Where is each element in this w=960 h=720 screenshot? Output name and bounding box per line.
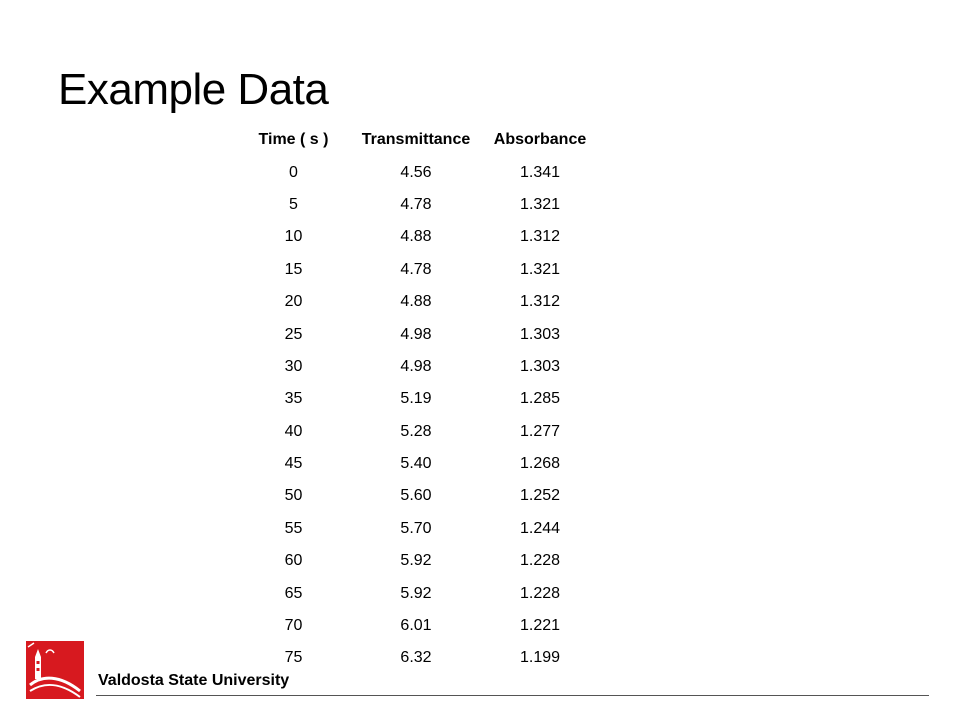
cell-transmittance: 4.56 [400, 163, 432, 181]
table-header-row [240, 124, 595, 156]
cell-transmittance: 4.98 [400, 357, 432, 375]
cell-time: 70 [284, 617, 303, 635]
slide-title: Example Data [58, 65, 329, 114]
table-row [240, 448, 595, 480]
table-row [240, 610, 595, 642]
cell-transmittance: 4.98 [400, 325, 432, 343]
cell-time: 50 [284, 487, 303, 505]
cell-transmittance: 4.78 [400, 195, 432, 213]
table-row [240, 254, 595, 286]
cell-time: 60 [284, 552, 303, 570]
header-transmittance: Transmittance [361, 131, 471, 149]
cell-absorbance: 1.341 [519, 163, 561, 181]
cell-absorbance: 1.303 [519, 325, 561, 343]
table-row [240, 221, 595, 253]
header-time: Time ( s ) [258, 131, 329, 149]
table-row [240, 577, 595, 609]
cell-absorbance: 1.228 [519, 552, 561, 570]
cell-transmittance: 5.70 [400, 519, 432, 537]
table-row [240, 416, 595, 448]
cell-absorbance: 1.303 [519, 357, 561, 375]
table-row [240, 286, 595, 318]
table-row [240, 189, 595, 221]
cell-time: 0 [289, 163, 298, 181]
table-row [240, 642, 595, 674]
cell-absorbance: 1.312 [519, 228, 561, 246]
cell-transmittance: 5.60 [400, 487, 432, 505]
header-absorbance: Absorbance [493, 131, 587, 149]
logo-background [26, 641, 84, 699]
cell-time: 75 [284, 649, 303, 667]
cell-time: 5 [289, 195, 298, 213]
cell-transmittance: 5.92 [400, 584, 432, 602]
university-logo-icon [26, 641, 84, 699]
cell-time: 25 [284, 325, 303, 343]
cell-transmittance: 5.92 [400, 552, 432, 570]
cell-transmittance: 4.88 [400, 293, 432, 311]
data-table [240, 124, 595, 675]
cell-transmittance: 4.88 [400, 228, 432, 246]
table-row [240, 156, 595, 188]
table-row [240, 480, 595, 512]
cell-time: 20 [284, 293, 303, 311]
cell-absorbance: 1.199 [519, 649, 561, 667]
cell-absorbance: 1.277 [519, 422, 561, 440]
cell-absorbance: 1.285 [519, 390, 561, 408]
cell-transmittance: 5.40 [400, 455, 432, 473]
cell-absorbance: 1.321 [519, 195, 561, 213]
cell-transmittance: 4.78 [400, 260, 432, 278]
cell-transmittance: 5.28 [400, 422, 432, 440]
cell-transmittance: 6.01 [400, 617, 432, 635]
table-row [240, 383, 595, 415]
table-row [240, 545, 595, 577]
footer-divider [96, 695, 929, 696]
cell-absorbance: 1.221 [519, 617, 561, 635]
cell-time: 35 [284, 390, 303, 408]
cell-absorbance: 1.252 [519, 487, 561, 505]
footer-institution-name: Valdosta State University [98, 672, 290, 689]
university-logo-icon-graphic [26, 641, 84, 699]
cell-time: 55 [284, 519, 303, 537]
cell-absorbance: 1.228 [519, 584, 561, 602]
cell-time: 65 [284, 584, 303, 602]
cell-absorbance: 1.268 [519, 455, 561, 473]
cell-time: 40 [284, 422, 303, 440]
table-row [240, 351, 595, 383]
cell-time: 45 [284, 455, 303, 473]
cell-absorbance: 1.244 [519, 519, 561, 537]
table-row [240, 318, 595, 350]
cell-time: 10 [284, 228, 303, 246]
cell-time: 30 [284, 357, 303, 375]
table-row [240, 513, 595, 545]
cell-transmittance: 6.32 [400, 649, 432, 667]
cell-transmittance: 5.19 [400, 390, 432, 408]
cell-absorbance: 1.312 [519, 293, 561, 311]
cell-time: 15 [284, 260, 303, 278]
cell-absorbance: 1.321 [519, 260, 561, 278]
